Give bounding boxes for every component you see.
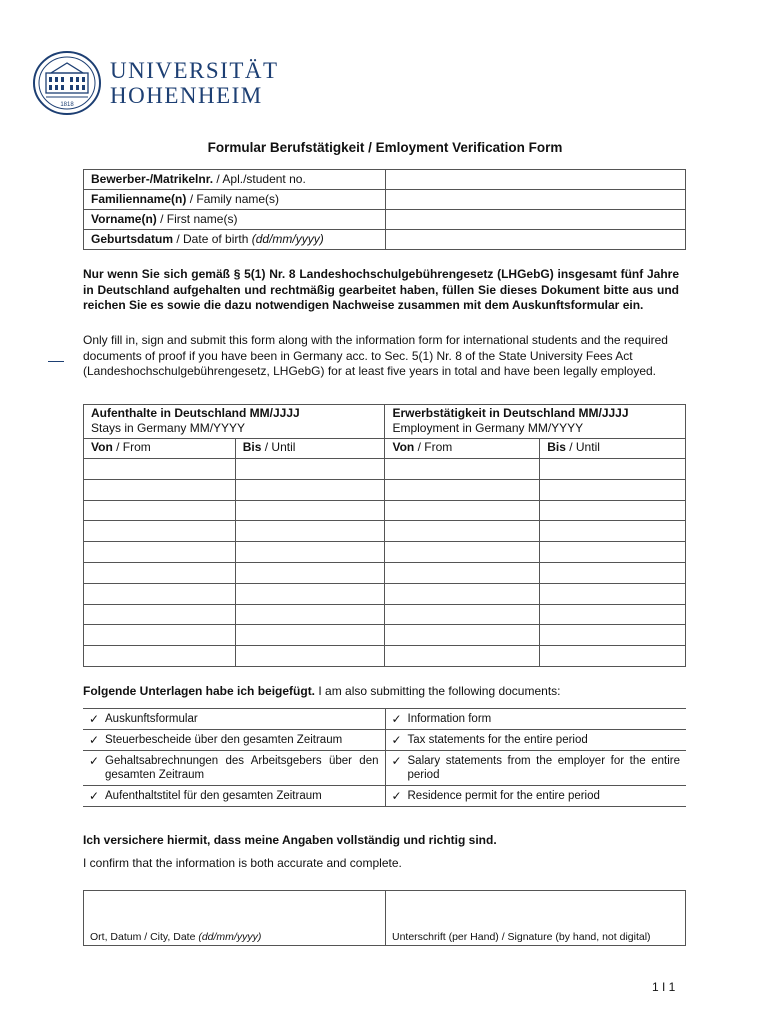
table-row bbox=[84, 583, 686, 604]
employment-from-cell[interactable] bbox=[385, 542, 540, 563]
confirmation-german: Ich versichere hiermit, dass meine Angaben vollständig und richtig sind. bbox=[83, 833, 497, 847]
field-label: Bewerber-/Matrikelnr. / Apl./student no. bbox=[84, 170, 386, 190]
stays-until-cell[interactable] bbox=[235, 459, 385, 480]
employment-from-cell[interactable] bbox=[385, 646, 540, 667]
stays-from-cell[interactable] bbox=[84, 583, 236, 604]
stays-until-cell[interactable] bbox=[235, 583, 385, 604]
check-icon: ✓ bbox=[89, 789, 100, 803]
employment-from-cell[interactable] bbox=[385, 479, 540, 500]
first-name-field[interactable] bbox=[386, 210, 686, 230]
table-row bbox=[84, 190, 686, 210]
signature-table bbox=[83, 890, 686, 946]
employment-until-cell[interactable] bbox=[540, 562, 686, 583]
document-item-residence-en: ✓ Residence permit for the entire period bbox=[385, 786, 686, 807]
employment-until-cell[interactable] bbox=[540, 542, 686, 563]
document-item-tax-de: ✓ Steuerbescheide über den gesamten Zeitraum bbox=[83, 730, 385, 751]
stays-from-cell[interactable] bbox=[84, 479, 236, 500]
check-icon: ✓ bbox=[391, 754, 402, 768]
stays-from-cell[interactable] bbox=[84, 604, 236, 625]
place-date-field[interactable]: Ort, Datum / City, Date (dd/mm/yyyy) bbox=[84, 891, 386, 946]
table-row bbox=[83, 751, 686, 786]
signature-field[interactable]: Unterschrift (per Hand) / Signature (by hand, not digital) bbox=[386, 891, 686, 946]
student-number-field[interactable] bbox=[386, 170, 686, 190]
instruction-english: Only fill in, sign and submit this form along with the information form for international students and the required documents of proof if you have been in Germany acc. to Sec. 5(1) Nr. 8 of the State University Fees Act (Landeshochschulgebührengesetz, LHGebG) for at least five years in total and have been legally employed. bbox=[83, 333, 668, 378]
seal-year: 1818 bbox=[60, 102, 74, 108]
table-row bbox=[84, 891, 686, 946]
employment-from-header: Von / From bbox=[385, 439, 540, 459]
university-name-line2: HOHENHEIM bbox=[110, 83, 263, 108]
document-item-residence-de: ✓ Aufenthaltstitel für den gesamten Zeitraum bbox=[83, 786, 385, 807]
university-name-line1: UNIVERSITÄT bbox=[110, 58, 279, 83]
table-row bbox=[84, 500, 686, 521]
table-row bbox=[84, 646, 686, 667]
margin-mark bbox=[48, 361, 64, 362]
stays-from-cell[interactable] bbox=[84, 542, 236, 563]
stays-until-cell[interactable] bbox=[235, 521, 385, 542]
check-icon: ✓ bbox=[89, 754, 100, 768]
stays-until-cell[interactable] bbox=[235, 604, 385, 625]
table-row bbox=[84, 230, 686, 250]
stays-until-cell[interactable] bbox=[235, 542, 385, 563]
employment-until-cell[interactable] bbox=[540, 646, 686, 667]
employment-until-cell[interactable] bbox=[540, 521, 686, 542]
documents-checklist bbox=[83, 708, 686, 807]
applicant-table bbox=[83, 169, 686, 250]
employment-until-cell[interactable] bbox=[540, 625, 686, 646]
university-seal-icon bbox=[32, 50, 102, 116]
table-row bbox=[83, 730, 686, 751]
instruction-german: Nur wenn Sie sich gemäß § 5(1) Nr. 8 Landeshochschulgebührengesetz (LHGebG) insgesamt fünf Jahre in Deutschland aufgehalten und rechtmäßig gearbeitet haben, füllen Sie dieses Dokument bitte aus und reichen Sie es sowie die dazu notwendigen Nachweise zusammen mit dem Auskunftsformular ein. bbox=[83, 267, 679, 312]
table-row bbox=[84, 604, 686, 625]
date-of-birth-field[interactable] bbox=[386, 230, 686, 250]
document-item-salary-de: ✓ Gehaltsabrechnungen des Arbeitsgebers über den gesamten Zeitraum bbox=[83, 751, 385, 786]
table-row bbox=[83, 709, 686, 730]
employment-until-cell[interactable] bbox=[540, 583, 686, 604]
table-row bbox=[84, 459, 686, 480]
check-icon: ✓ bbox=[391, 733, 402, 747]
table-header-row bbox=[84, 405, 686, 439]
stays-from-header: Von / From bbox=[84, 439, 236, 459]
stays-from-cell[interactable] bbox=[84, 625, 236, 646]
table-row bbox=[84, 542, 686, 563]
stays-from-cell[interactable] bbox=[84, 459, 236, 480]
employment-from-cell[interactable] bbox=[385, 500, 540, 521]
family-name-field[interactable] bbox=[386, 190, 686, 210]
check-icon: ✓ bbox=[391, 712, 402, 726]
document-item-information-form-en: ✓ Information form bbox=[385, 709, 686, 730]
employment-from-cell[interactable] bbox=[385, 604, 540, 625]
employment-until-header: Bis / Until bbox=[540, 439, 686, 459]
employment-header: Erwerbstätigkeit in Deutschland MM/JJJJ Employment in Germany MM/YYYY bbox=[385, 405, 686, 439]
stays-from-cell[interactable] bbox=[84, 646, 236, 667]
stays-until-header: Bis / Until bbox=[235, 439, 385, 459]
document-item-information-form-de: ✓ Auskunftsformular bbox=[83, 709, 385, 730]
table-row bbox=[83, 786, 686, 807]
employment-until-cell[interactable] bbox=[540, 479, 686, 500]
table-row bbox=[84, 479, 686, 500]
employment-until-cell[interactable] bbox=[540, 604, 686, 625]
check-icon: ✓ bbox=[391, 789, 402, 803]
field-label: Geburtsdatum / Date of birth (dd/mm/yyyy) bbox=[84, 230, 386, 250]
stays-until-cell[interactable] bbox=[235, 625, 385, 646]
stays-until-cell[interactable] bbox=[235, 500, 385, 521]
check-icon: ✓ bbox=[89, 733, 100, 747]
employment-from-cell[interactable] bbox=[385, 459, 540, 480]
stays-header: Aufenthalte in Deutschland MM/JJJJ Stays in Germany MM/YYYY bbox=[84, 405, 385, 439]
table-row bbox=[84, 521, 686, 542]
employment-from-cell[interactable] bbox=[385, 625, 540, 646]
field-label: Familienname(n) / Family name(s) bbox=[84, 190, 386, 210]
stays-until-cell[interactable] bbox=[235, 646, 385, 667]
confirmation-english: I confirm that the information is both accurate and complete. bbox=[83, 856, 402, 870]
table-row bbox=[84, 170, 686, 190]
university-logo bbox=[32, 50, 279, 116]
employment-from-cell[interactable] bbox=[385, 583, 540, 604]
documents-intro: Folgende Unterlagen habe ich beigefügt. I am also submitting the following documents: bbox=[83, 684, 561, 698]
stays-until-cell[interactable] bbox=[235, 479, 385, 500]
table-row bbox=[84, 210, 686, 230]
document-item-salary-en: ✓ Salary statements from the employer for the entire period bbox=[385, 751, 686, 786]
table-row bbox=[84, 562, 686, 583]
employment-until-cell[interactable] bbox=[540, 500, 686, 521]
table-row bbox=[84, 625, 686, 646]
employment-from-cell[interactable] bbox=[385, 521, 540, 542]
university-name bbox=[110, 58, 279, 108]
check-icon: ✓ bbox=[89, 712, 100, 726]
stays-from-cell[interactable] bbox=[84, 562, 236, 583]
table-subheader-row bbox=[84, 439, 686, 459]
stays-employment-table bbox=[83, 404, 686, 667]
stays-from-cell[interactable] bbox=[84, 500, 236, 521]
stays-until-cell[interactable] bbox=[235, 562, 385, 583]
form-title: Formular Berufstätigkeit / Emloyment Verification Form bbox=[207, 140, 563, 155]
employment-until-cell[interactable] bbox=[540, 459, 686, 480]
document-item-tax-en: ✓ Tax statements for the entire period bbox=[385, 730, 686, 751]
stays-from-cell[interactable] bbox=[84, 521, 236, 542]
employment-from-cell[interactable] bbox=[385, 562, 540, 583]
field-label: Vorname(n) / First name(s) bbox=[84, 210, 386, 230]
page-number: 1 I 1 bbox=[652, 980, 676, 994]
